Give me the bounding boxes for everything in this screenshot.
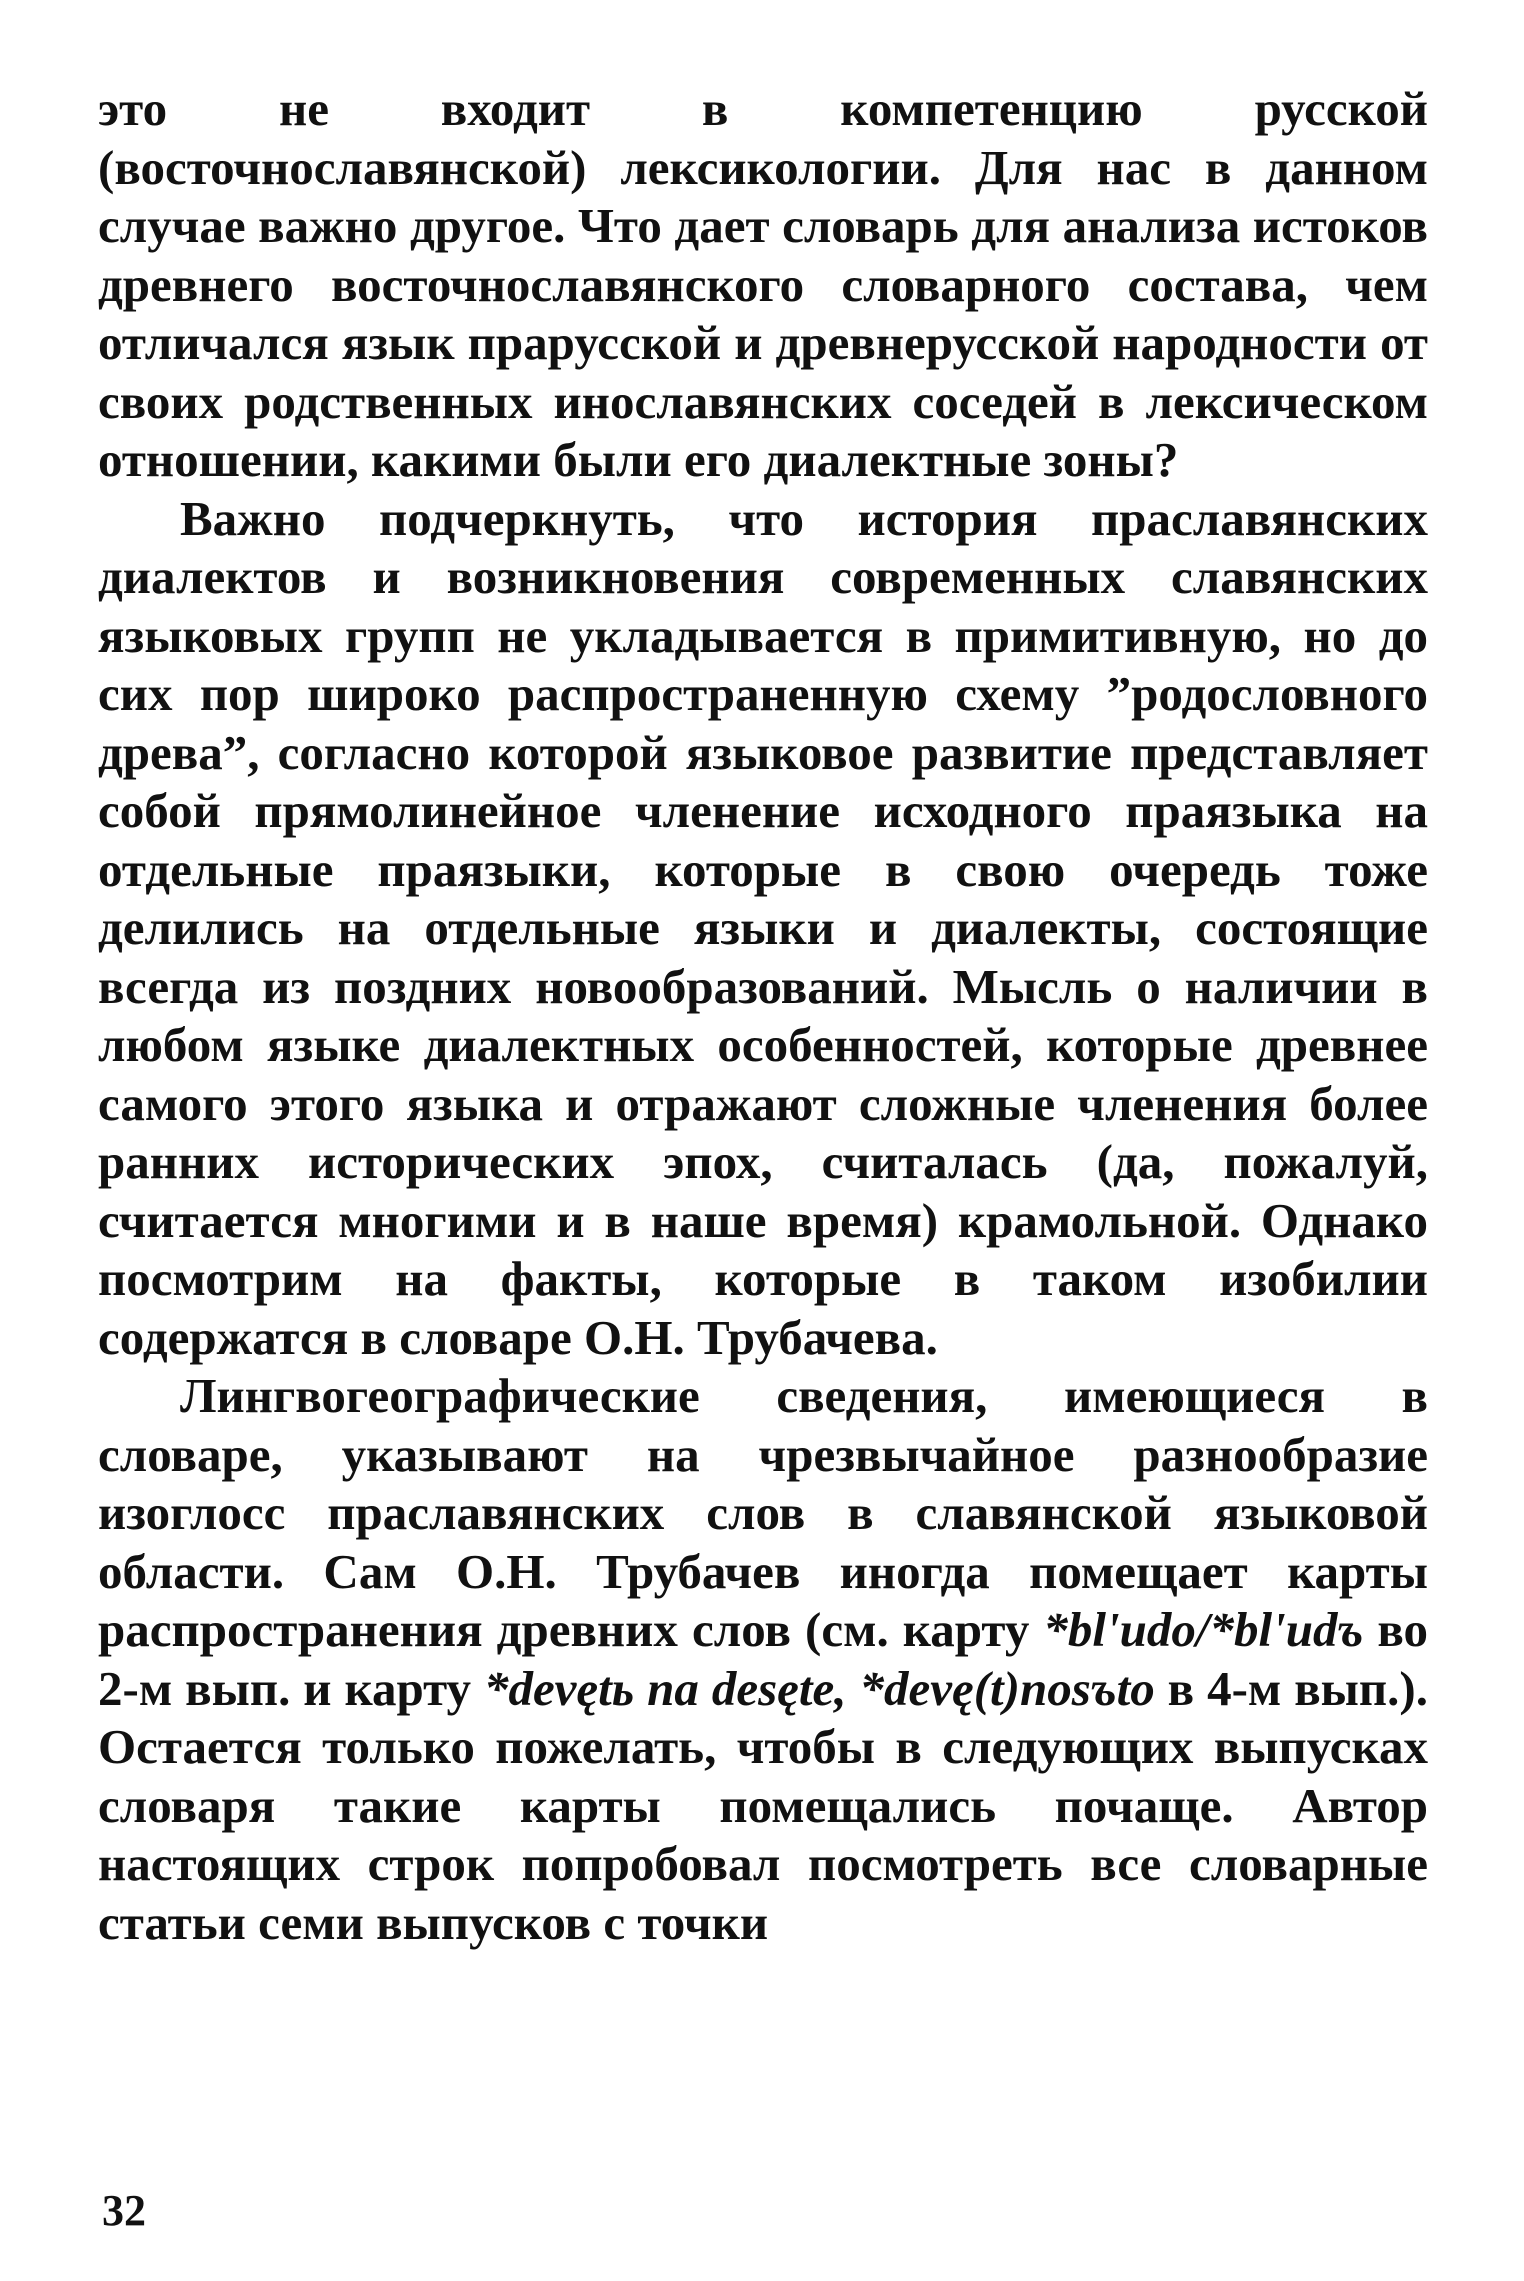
paragraph-text: Лингвогеографические сведения, имеющиеся в словаре, указывают на чрезвычайное разнообразие изоглосс праславянских слов в славянской языковой области. Сам О.Н. Трубачев иногда помещает карты распространения древних слов (см. карту [98,1368,1428,1657]
paragraph-continuation: это не входит в компетенцию русской (восточнославянской) лексикологии. Для нас в данном случае важно другое. Что дает словарь для анализа истоков древнего восточнославянского словарного состава, чем отличался язык прарусской и древнерусской народности от своих родственных инославянских соседей в лексическом отношении, какими были его диалектные зоны? [98,81,1428,487]
page-number: 32 [102,2186,146,2235]
page-body [98,80,1428,1952]
reconstructed-form: *bl'udo/*bl'udъ [1043,1602,1364,1657]
paragraph-linguogeography [98,1367,1428,1952]
paragraph-dialects: Важно подчеркнуть, что история праславянских диалектов и возникновения современных славянских языковых групп не укладывается в примитивную, но до сих пор широко распространенную схему ”родословного древа”, согласно которой языковое развитие представляет собой прямолинейное членение исходного праязыка на отдельные праязыки, которые в свою очередь тоже делились на отдельные языки и диалекты, состоящие всегда из поздних новообразований. Мысль о наличии в любом языке диалектных особенностей, которые древнее самого этого языка и отражают сложные членения более ранних исторических эпох, считалась (да, пожалуй, считается многими и в наше время) крамольной. Однако посмотрим на факты, которые в таком изобилии содержатся в словаре О.Н. Трубачева. [98,490,1428,1365]
reconstructed-form: *devętь na desęte, *devę(t)nosъto [483,1660,1155,1716]
paragraph-text: во 2-м вып. и карту [98,1602,1428,1716]
paragraph-text: в 4-м вып.). Остается только пожелать, чтобы в следующих выпусках словаря такие карты помещались почаще. Автор настоящих строк попробовал посмотреть все словарные статьи семи выпусков с точки [98,1660,1428,1950]
